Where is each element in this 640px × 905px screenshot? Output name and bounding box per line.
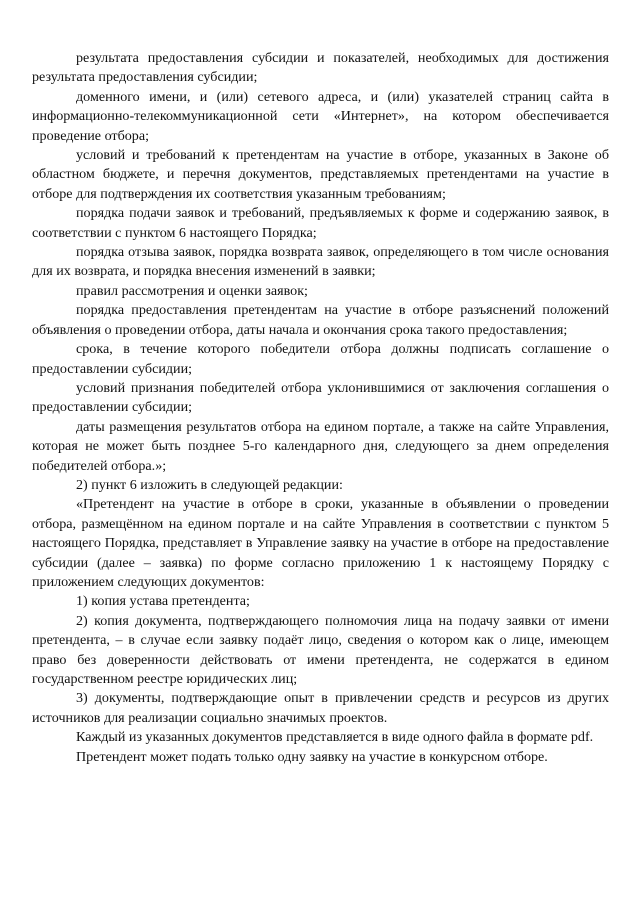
paragraph-applicant-requirements: условий и требований к претендентам на участие в отборе, указанных в Законе об областном бюджете, и перечня документов, представляемых претендентами на участие в отборе для подтверждения их соответствия указанным требованиям; xyxy=(32,147,609,202)
paragraph-submission-procedure: порядка подачи заявок и требований, предъявляемых к форме и содержанию заявок, в соответствии с пунктом 6 настоящего Порядка; xyxy=(32,205,609,241)
document-body xyxy=(32,49,609,767)
paragraph-pdf-format: Каждый из указанных документов представляется в виде одного файла в формате pdf. xyxy=(76,729,594,746)
paragraph-new-item-6: «Претендент на участие в отборе в сроки, указанные в объявлении о проведении отбора, размещённом на едином портале и на сайте Управления в соответствии с пунктом 5 настоящего Порядка, представляет в Управление заявку на участие в отборе на предоставление субсидии (далее – заявка) по форме согласно приложению 1 к настоящему Порядку с приложением следующих документов: xyxy=(32,496,609,590)
list-item-experience-documents: 3) документы, подтверждающие опыт в привлечении средств и ресурсов из других источников для реализации социально значимых проектов. xyxy=(32,690,609,726)
list-item-authority-document: 2) копия документа, подтверждающего полномочия лица на подачу заявки от имени претендента, – в случае если заявку подаёт лицо, сведения о котором как о лице, имеющем право без доверенности действовать от имени претендента, не содержатся в едином государственном реестре юридических лиц; xyxy=(32,612,609,687)
paragraph-withdrawal-procedure: порядка отзыва заявок, порядка возврата заявок, определяющего в том числе основания для их возврата, и порядка внесения изменений в заявки; xyxy=(32,244,609,280)
paragraph-item-2-amendment: 2) пункт 6 изложить в следующей редакции: xyxy=(76,476,343,493)
paragraph-evasion-conditions: условий признания победителей отбора уклонившимися от заключения соглашения о предоставлении субсидии; xyxy=(32,379,609,416)
paragraph-results-publication: даты размещения результатов отбора на едином портале, а также на сайте Управления, которая не может быть позднее 5-го календарного дня, следующего за днем определения победителей отбора.»; xyxy=(32,418,609,474)
paragraph-single-application: Претендент может подать только одну заявку на участие в конкурсном отборе. xyxy=(76,748,548,765)
paragraph-domain-name: доменного имени, и (или) сетевого адреса, и (или) указателей страниц сайта в информационно-телекоммуникационной сети «Интернет», на котором обеспечивается проведение отбора; xyxy=(32,88,609,144)
list-item-charter-copy: 1) копия устава претендента; xyxy=(76,593,250,610)
paragraph-signing-deadline: срока, в течение которого победители отбора должны подписать соглашение о предоставлении субсидии; xyxy=(32,341,609,377)
paragraph-clarifications: порядка предоставления претендентам на участие в отборе разъяснений положений объявления о проведении отбора, даты начала и окончания срока такого предоставления; xyxy=(32,302,609,338)
paragraph-result-indicators: результата предоставления субсидии и показателей, необходимых для достижения результата предоставления субсидии; xyxy=(32,50,609,86)
paragraph-review-rules: правил рассмотрения и оценки заявок; xyxy=(76,282,308,299)
